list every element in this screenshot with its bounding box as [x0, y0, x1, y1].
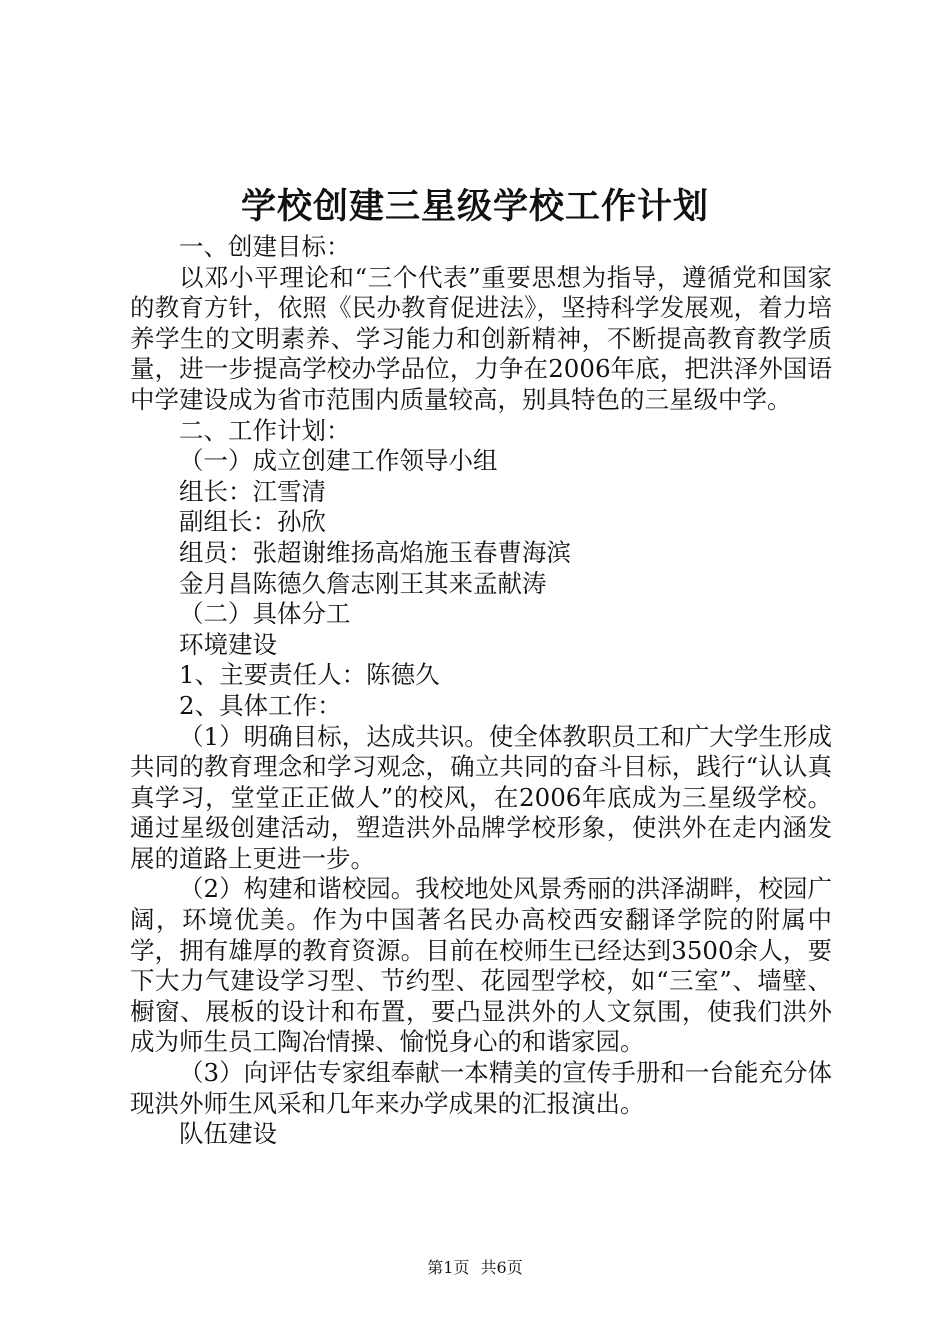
specific-work-line: 2、具体工作： — [179, 690, 342, 720]
deputy-leader-line: 副组长：孙欣 — [179, 507, 326, 537]
document-body — [130, 232, 832, 1150]
paragraph-goals: 以邓小平理论和“三个代表”重要思想为指导，遵循党和国家的教育方针，依照《民办教育促进法》，坚持科学发展观，着力培养学生的文明素养、学习能力和创新精神，不断提高教育教学质量，进一步提高学校办学品位，力争在2006年底，把洪泽外国语中学建设成为省市范围内质量较高，别具特色的三星级中学。 — [130, 262, 832, 414]
page-total: 共6页 — [480, 1258, 523, 1277]
subsection-heading-leadership: （一）成立创建工作领导小组 — [179, 446, 498, 476]
subsection-heading-division: （二）具体分工 — [179, 599, 351, 629]
section-heading-plan: 二、工作计划： — [179, 415, 351, 445]
topic-environment: 环境建设 — [179, 629, 277, 659]
topic-team: 队伍建设 — [179, 1119, 277, 1149]
section-heading-goals: 一、创建目标： — [179, 232, 351, 261]
paragraph-item-2: （2）构建和谐校园。我校地处风景秀丽的洪泽湖畔，校园广阔，环境优美。作为中国著名民办高校西安翻译学院的附属中学，拥有雄厚的教育资源。目前在校师生已经达到3500余人，要下大力气建设学习型、节约型、花园型学校，如“三室”、墙壁、橱窗、展板的设计和布置，要凸显洪外的人文氛围，使我们洪外成为师生员工陶冶情操、愉悦身心的和谐家园。 — [130, 874, 832, 1057]
responsible-person-line: 1、主要责任人：陈德久 — [179, 660, 440, 690]
page-title: 学校创建三星级学校工作计划 — [240, 186, 709, 227]
paragraph-item-3: （3）向评估专家组奉献一本精美的宣传手册和一台能充分体现洪外师生风采和几年来办学成果的汇报演出。 — [130, 1058, 832, 1118]
members-line-1: 组员：张超谢维扬高焰施玉春曹海滨 — [179, 537, 571, 567]
members-line-2: 金月昌陈德久詹志刚王其来孟献涛 — [179, 568, 547, 598]
page-footer — [0, 1258, 950, 1278]
paragraph-item-1: （1）明确目标，达成共识。使全体教职员工和广大学生形成共同的教育理念和学习观念，确立共同的奋斗目标，践行“认认真真学习，堂堂正正做人”的校风，在2006年底成为三星级学校。通过星级创建活动，塑造洪外品牌学校形象，使洪外在走内涵发展的道路上更进一步。 — [130, 721, 832, 873]
leader-line: 组长：江雪清 — [179, 476, 326, 506]
page-number: 第1页 — [427, 1258, 470, 1277]
